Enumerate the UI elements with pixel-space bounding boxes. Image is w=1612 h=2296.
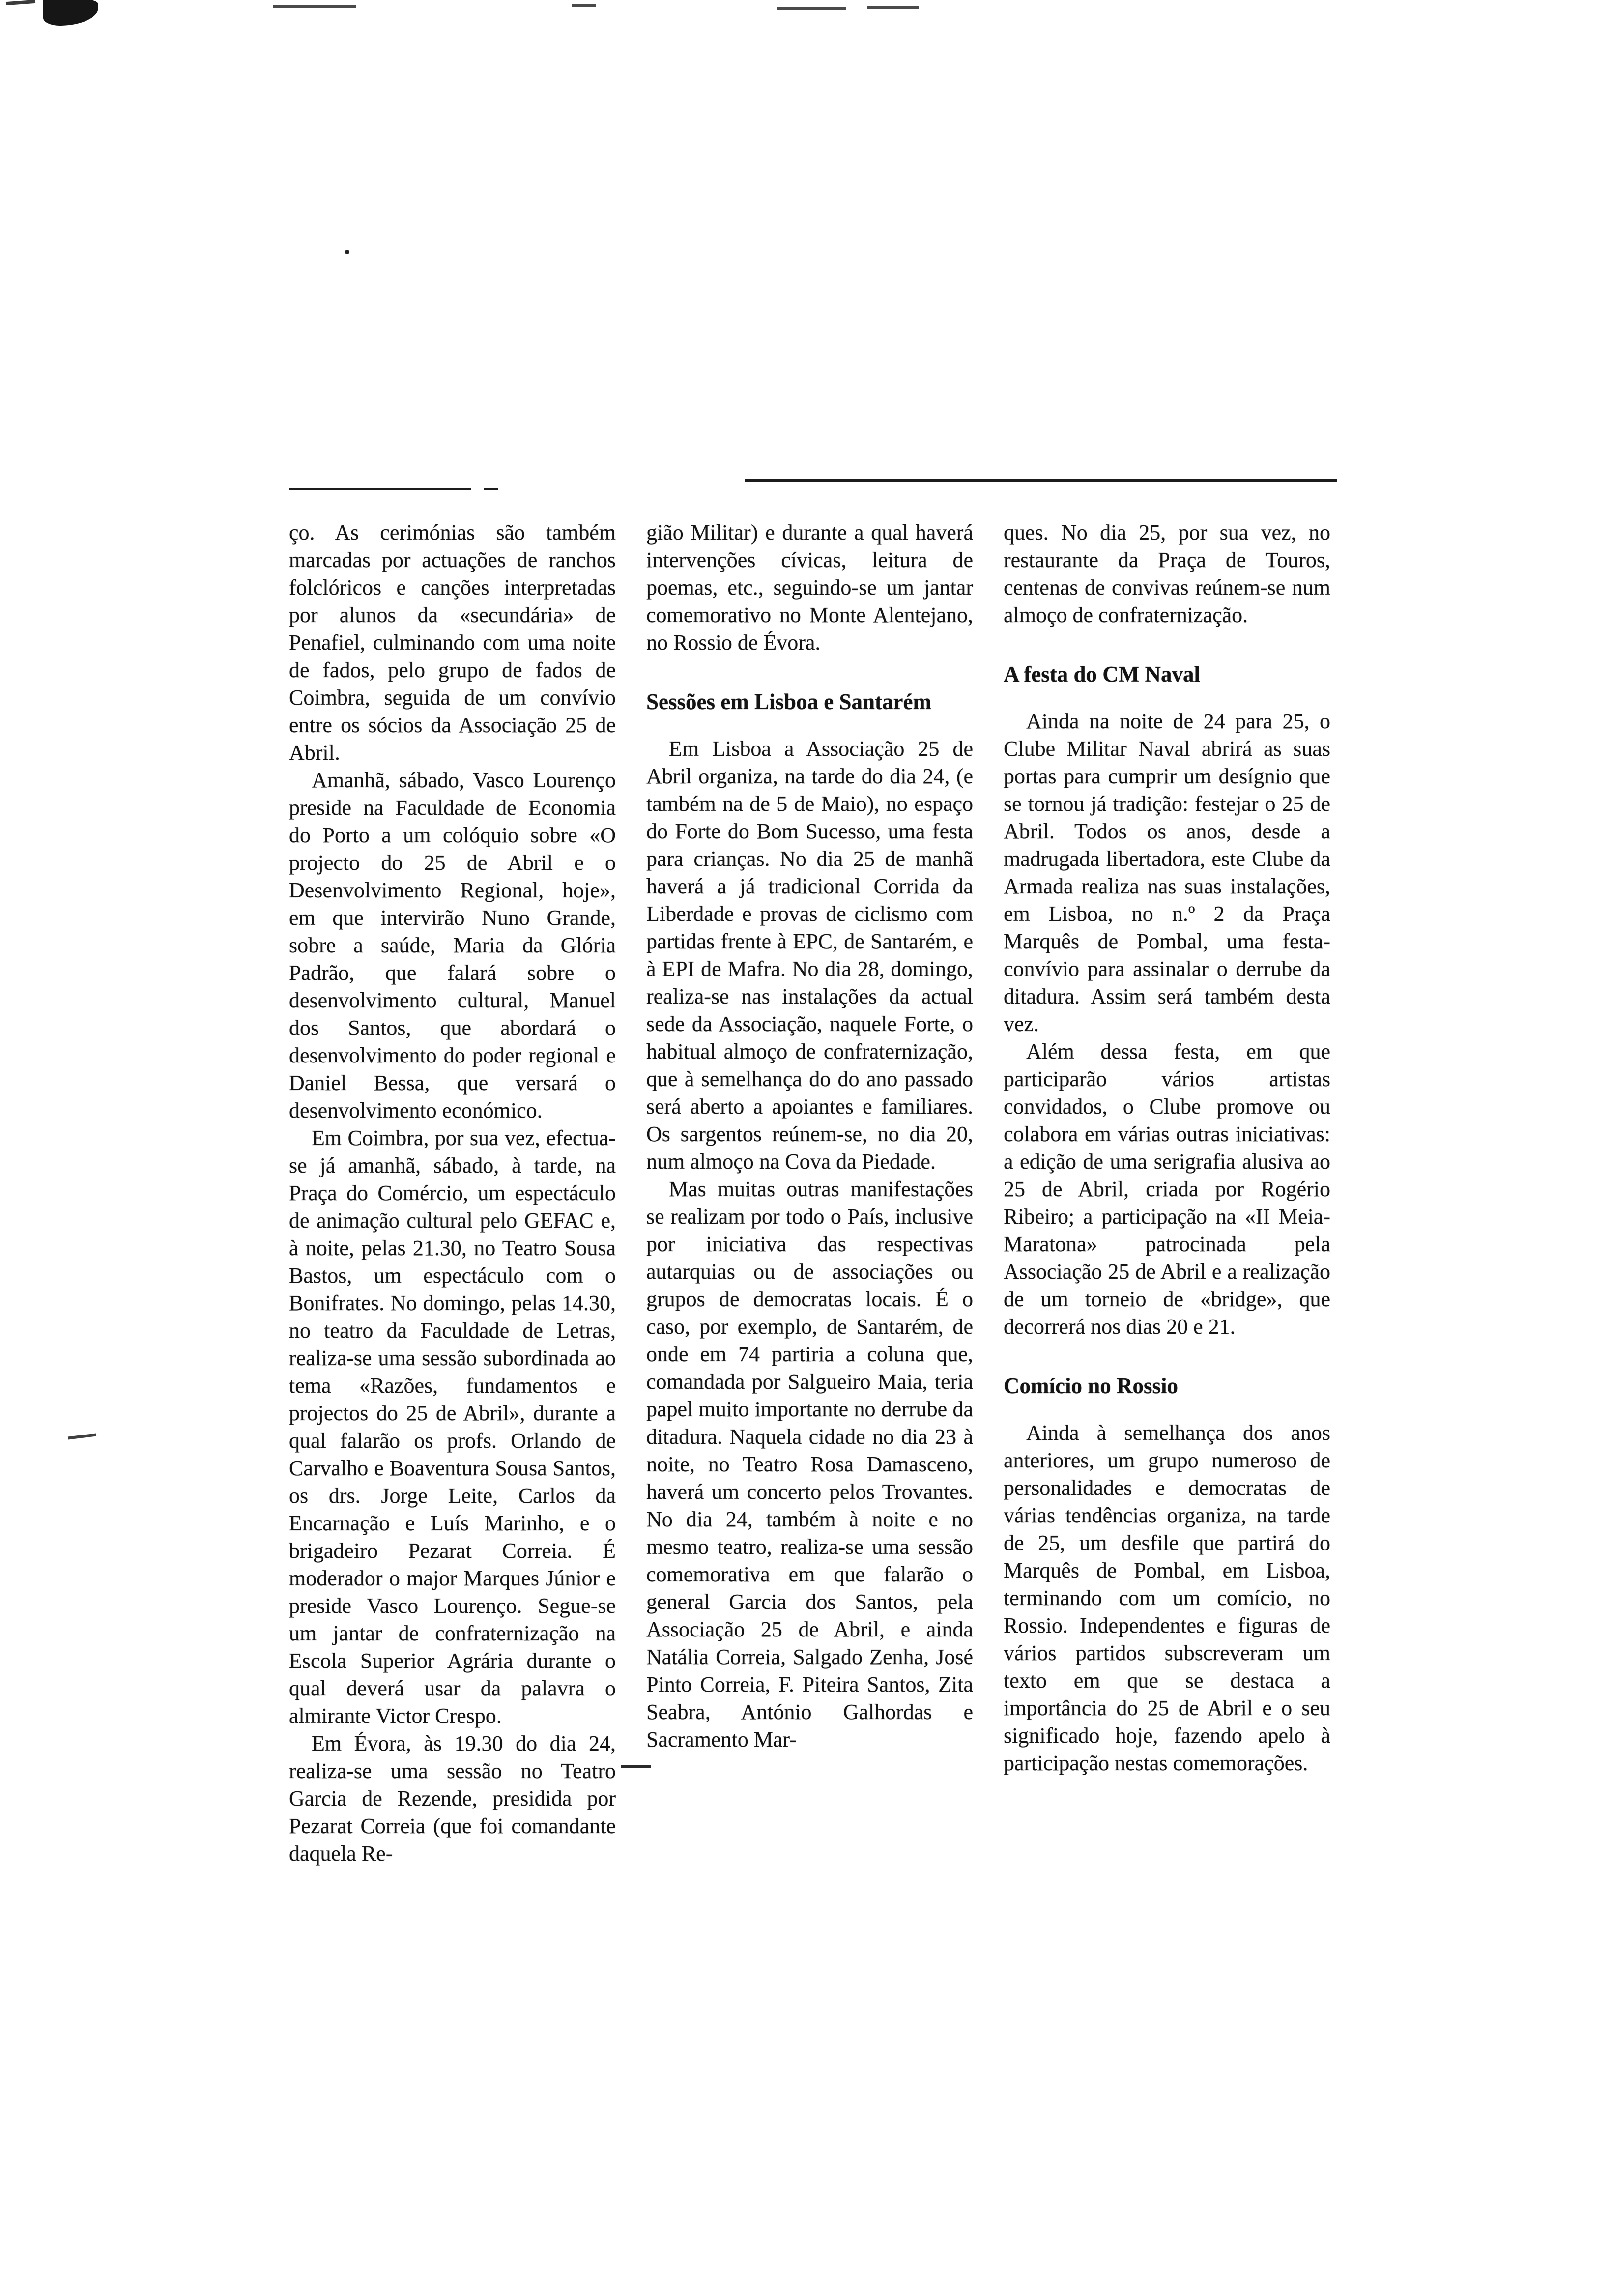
scan-edge-dash xyxy=(777,7,846,10)
column-2 xyxy=(646,519,973,1867)
scan-corner-slash xyxy=(6,0,35,5)
section-heading-sessoes-lisboa-santarem: Sessões em Lisboa e Santarém xyxy=(646,689,931,714)
column-3 xyxy=(1004,519,1330,1867)
scan-edge-dash xyxy=(867,6,919,9)
paragraph: gião Militar) e durante a qual haverá intervenções cívicas, leitura de poemas, etc., seguindo-se um jantar comemorativo no Monte Alentejano, no Rossio de Évora. xyxy=(646,520,973,655)
paragraph: Mas muitas outras manifestações se realizam por todo o País, inclusive por iniciativa das respectivas autarquias ou de associações ou grupos de democratas locais. É o caso, por exemplo, de Santarém, de onde em 74 partiria a coluna que, comandada por Salgueiro Maia, teria papel muito importante no derrube da ditadura. Naquela cidade no dia 23 à noite, no Teatro Rosa Damasceno, haverá um concerto pelos Trovantes. No dia 24, também à noite e no mesmo teatro, realiza-se uma sessão comemorativa em que falarão o general Garcia dos Santos, pela Associação 25 de Abril, e ainda Natália Correia, Salgado Zenha, José Pinto Correia, F. Piteira Santos, Zita Seabra, António Galhordas e Sacramento Mar- xyxy=(646,1177,973,1751)
scan-corner-blob xyxy=(43,0,98,26)
paragraph: ço. As cerimónias são também marcadas por actuações de ranchos folclóricos e canções interpretadas por alunos da «secundária» de Penafiel, culminando com uma noite de fados, pelo grupo de fados de Coimbra, seguida de um convívio entre os sócios da Associação 25 de Abril. xyxy=(289,520,616,765)
column-1-top-rule xyxy=(289,488,471,490)
paragraph: Além dessa festa, em que participarão vários artistas convidados, o Clube promove ou colabora em várias outras iniciativas: a edição de uma serigrafia alusiva ao 25 de Abril, criada por Rogério Ribeiro; a participação na «II Meia-Maratona» patrocinada pela Associação 25 de Abril e a realização de um torneio de «bridge», que decorrerá nos dias 20 e 21. xyxy=(1004,1039,1330,1339)
paragraph: Ainda na noite de 24 para 25, o Clube Militar Naval abrirá as suas portas para cumprir um desígnio que se tornou já tradição: festejar o 25 de Abril. Todos os anos, desde a madrugada libertadora, este Clube da Armada realiza nas suas instalações, em Lisboa, no n.º 2 da Praça Marquês de Pombal, uma festa-convívio para assinalar o derrube da ditadura. Assim será também desta vez. xyxy=(1004,709,1330,1036)
paragraph: Amanhã, sábado, Vasco Lourenço preside na Faculdade de Economia do Porto a um colóquio sobre «O projecto do 25 de Abril e o Desenvolvimento Regional, hoje», em que intervirão Nuno Grande, sobre a saúde, Maria da Glória Padrão, que falará sobre o desenvolvimento cultural, Manuel dos Santos, que abordará o desenvolvimento do poder regional e Daniel Bessa, que versará o desenvolvimento económico. xyxy=(289,768,616,1122)
paragraph: Em Lisboa a Associação 25 de Abril organiza, na tarde do dia 24, (e também na de 5 de Maio), no espaço do Forte do Bom Sucesso, uma festa para crianças. No dia 25 de manhã haverá a já tradicional Corrida da Liberdade e provas de ciclismo com partidas frente à EPC, de Santarém, e à EPI de Mafra. No dia 28, domingo, realiza-se nas instalações da actual sede da Associação, naquele Forte, o habitual almoço de confraternização, que à semelhança do do ano passado será aberto a apoiantes e familiares. Os sargentos reúnem-se, no dia 20, num almoço na Cova da Piedade. xyxy=(646,737,973,1174)
column-1-top-rule-dash xyxy=(484,488,498,490)
paragraph: ques. No dia 25, por sua vez, no restaurante da Praça de Touros, centenas de convivas reúnem-se num almoço de confraternização. xyxy=(1004,520,1330,627)
paragraph: Em Coimbra, por sua vez, efectua-se já amanhã, sábado, à tarde, na Praça do Comércio, um espectáculo de animação cultural pelo GEFAC e, à noite, pelas 21.30, no Teatro Sousa Bastos, um espectáculo com o Bonifrates. No domingo, pelas 14.30, no teatro da Faculdade de Letras, realiza-se uma sessão subordinada ao tema «Razões, fundamentos e projectos do 25 de Abril», durante a qual falarão os profs. Orlando de Carvalho e Boaventura Sousa Santos, os drs. Jorge Leite, Carlos da Encarnação e Luís Marinho, e o brigadeiro Pezarat Correia. É moderador o major Marques Júnior e preside Vasco Lourenço. Segue-se um jantar de confraternização na Escola Superior Agrária durante o qual deverá usar da palavra o almirante Victor Crespo. xyxy=(289,1126,616,1728)
section-heading-festa-cm-naval: A festa do CM Naval xyxy=(1004,662,1200,687)
columns-2-3-top-rule xyxy=(745,479,1337,482)
scan-edge-dash xyxy=(273,5,356,8)
section-heading-comicio-rossio: Comício no Rossio xyxy=(1004,1374,1179,1398)
paragraph: Ainda à semelhança dos anos anteriores, um grupo numeroso de personalidades e democratas de várias tendências organiza, na tarde de 25, um desfile que partirá do Marquês de Pombal, em Lisboa, terminando com um comício, no Rossio. Independentes e figuras de vários partidos subscreveram um texto em que se destaca a importância do 25 de Abril e o seu significado hoje, fazendo apelo à participação nestas comemorações. xyxy=(1004,1421,1330,1775)
article-body xyxy=(289,519,1331,1867)
scan-ink-spot xyxy=(345,250,349,254)
scan-edge-dash xyxy=(572,4,596,7)
paragraph: Em Évora, às 19.30 do dia 24, realiza-se uma sessão no Teatro Garcia de Rezende, presidida por Pezarat Correia (que foi comandante daquela Re- xyxy=(289,1731,616,1866)
column-1 xyxy=(289,519,616,1867)
scan-margin-dash xyxy=(68,1433,96,1439)
